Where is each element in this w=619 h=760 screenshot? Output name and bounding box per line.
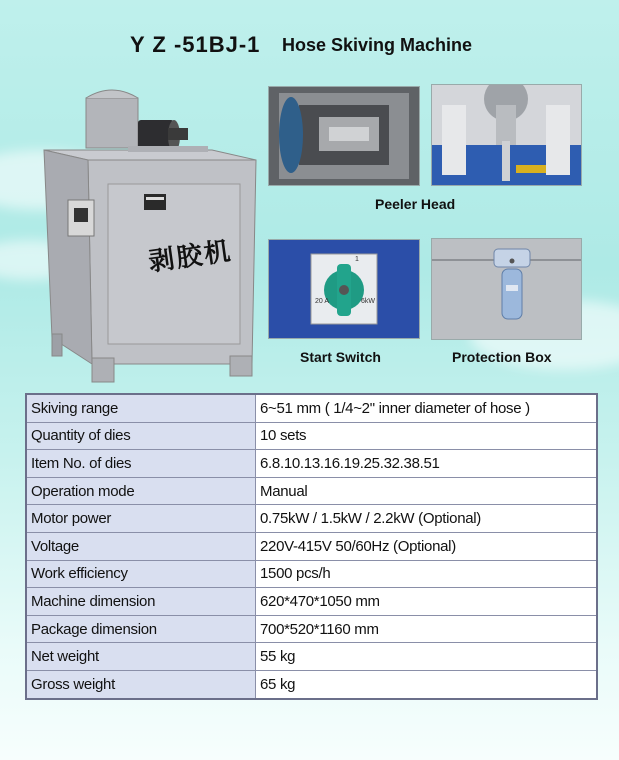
spec-label: Item No. of dies — [26, 450, 256, 478]
peeler-head-photo-right — [431, 84, 582, 186]
table-row — [26, 670, 597, 698]
caption-peeler-head: Peeler Head — [375, 196, 456, 212]
caption-start-switch: Start Switch — [300, 349, 381, 365]
spec-value: 6.8.10.13.16.19.25.32.38.51 — [256, 450, 598, 478]
table-row — [26, 560, 597, 588]
protection-box-photo — [431, 238, 582, 340]
table-row — [26, 505, 597, 533]
table-row — [26, 450, 597, 478]
spec-label: Machine dimension — [26, 588, 256, 616]
spec-value: 220V-415V 50/60Hz (Optional) — [256, 532, 598, 560]
table-row — [26, 477, 597, 505]
spec-value: Manual — [256, 477, 598, 505]
spec-label: Skiving range — [26, 394, 256, 422]
table-row — [26, 394, 597, 422]
spec-label: Operation mode — [26, 477, 256, 505]
model-number: Y Z -51BJ-1 — [130, 32, 261, 57]
table-row — [26, 615, 597, 643]
spec-value: 10 sets — [256, 422, 598, 450]
spec-value: 6~51 mm ( 1/4~2" inner diameter of hose ) — [256, 394, 598, 422]
spec-label: Motor power — [26, 505, 256, 533]
spec-label: Voltage — [26, 532, 256, 560]
spec-label: Gross weight — [26, 670, 256, 698]
switch-label-right: 6kW — [361, 298, 375, 305]
spec-value: 0.75kW / 1.5kW / 2.2kW (Optional) — [256, 505, 598, 533]
table-row — [26, 422, 597, 450]
start-switch-photo — [268, 239, 420, 339]
table-row — [26, 532, 597, 560]
table-row — [26, 588, 597, 616]
page-title: Hose Skiving Machine — [282, 35, 473, 55]
header — [0, 32, 619, 58]
spec-value: 620*470*1050 mm — [256, 588, 598, 616]
caption-protection-box: Protection Box — [452, 349, 552, 365]
spec-label: Work efficiency — [26, 560, 256, 588]
spec-value: 700*520*1160 mm — [256, 615, 598, 643]
spec-value: 65 kg — [256, 670, 598, 698]
spec-label: Quantity of dies — [26, 422, 256, 450]
spec-label: Net weight — [26, 643, 256, 671]
switch-label-left: 20 A — [315, 298, 330, 305]
spec-label: Package dimension — [26, 615, 256, 643]
machine-panel-text: 剥胶机 — [146, 236, 235, 278]
spec-value: 55 kg — [256, 643, 598, 671]
table-row — [26, 643, 597, 671]
spec-table — [25, 393, 598, 700]
spec-value: 1500 pcs/h — [256, 560, 598, 588]
peeler-head-photo-left — [268, 86, 420, 186]
switch-label-top: 1 — [355, 256, 359, 263]
